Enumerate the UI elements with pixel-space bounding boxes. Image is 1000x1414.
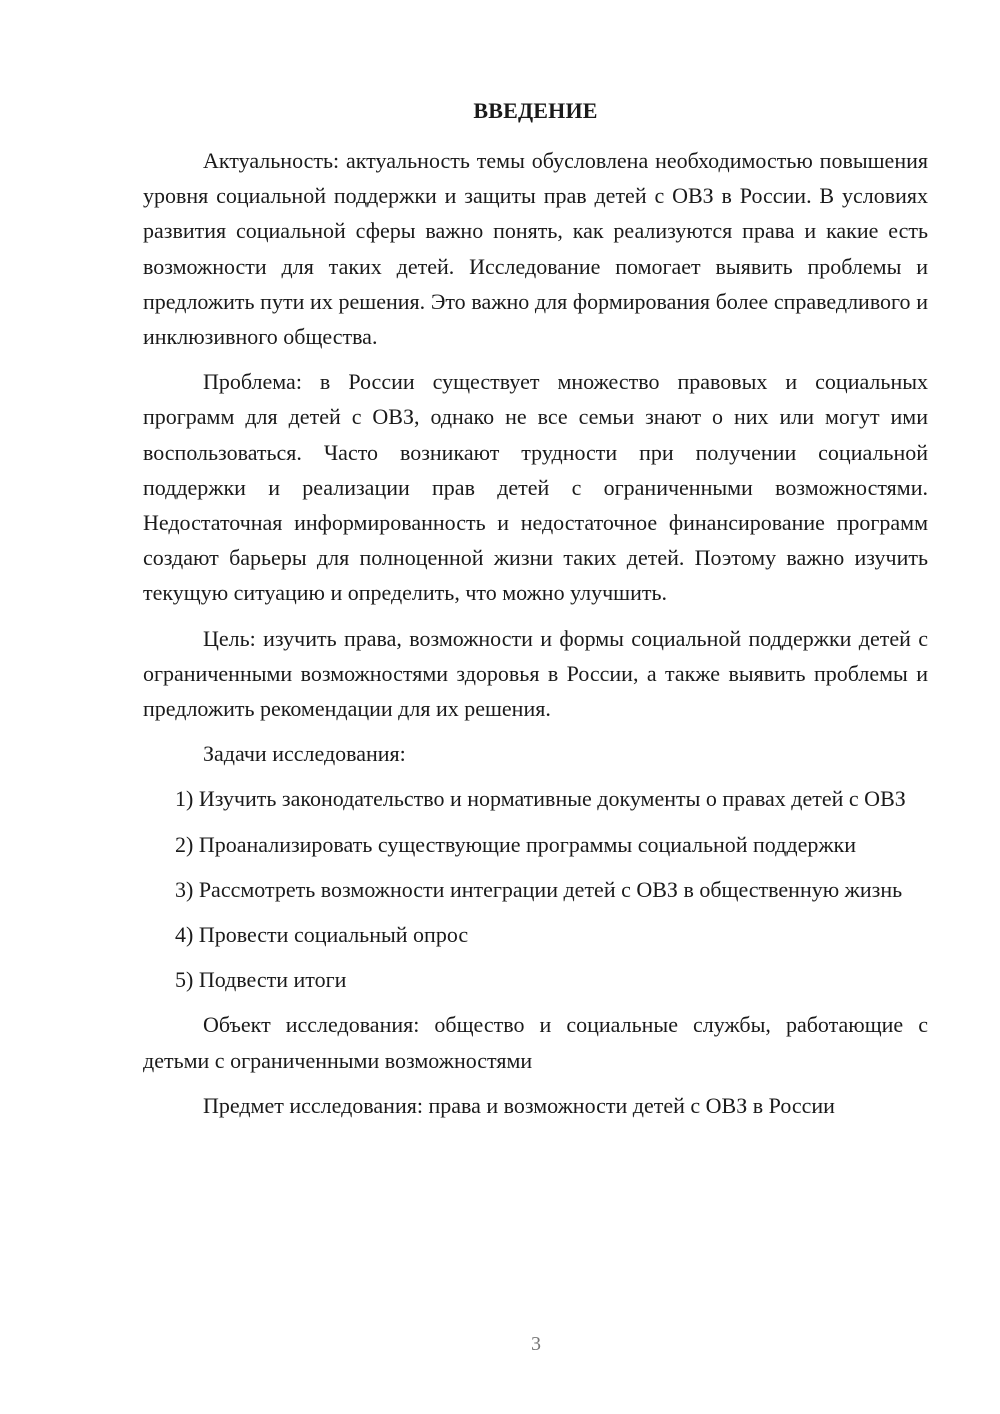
tasks-list (143, 781, 928, 997)
list-item-task-5: 5) Подвести итоги (175, 967, 347, 993)
paragraph-relevance: Актуальность: актуальность темы обусловлена необходимостью повышения уровня социальной поддержки и защиты прав детей с ОВЗ в России. В условиях развития социальной сферы важно понять, как реализуются права и какие есть возможности для таких детей. Исследование помогает выявить проблемы и предложить пути их решения. Это важно для формирования более справедливого и инклюзивного общества. (143, 148, 928, 350)
list-item-task-4: 4) Провести социальный опрос (175, 922, 469, 948)
page-number: 3 (531, 1333, 541, 1355)
tasks-heading: Задачи исследования: (203, 741, 406, 767)
list-item-task-1: 1) Изучить законодательство и нормативные документы о правах детей с ОВЗ (175, 786, 906, 812)
paragraph-subject: Предмет исследования: права и возможности детей с ОВЗ в России (203, 1092, 835, 1118)
paragraph-problem: Проблема: в России существует множество правовых и социальных программ для детей с ОВЗ, однако не все семьи знают о них или могут ими воспользоваться. Часто возникают трудности при получении социальной поддержки и реализации прав детей с ограниченными возможностями. Недостаточная информированность и недостаточное финансирование программ создают барьеры для полноценной жизни таких детей. Поэтому важно изучить текущую ситуацию и определить, что можно улучшить. (143, 369, 928, 606)
list-item-task-3: 3) Рассмотреть возможности интеграции детей с ОВЗ в общественную жизнь (175, 876, 903, 902)
paragraph-object: Объект исследования: общество и социальные службы, работающие с детьми с ограниченными возможностями (143, 1012, 928, 1073)
list-item-task-2: 2) Проанализировать существующие программы социальной поддержки (175, 831, 856, 857)
document-page (143, 96, 928, 1133)
page-title: ВВЕДЕНИЕ (473, 98, 598, 123)
paragraph-goal: Цель: изучить права, возможности и формы социальной поддержки детей с ограниченными возможностями здоровья в России, а также выявить проблемы и предложить рекомендации для их решения. (143, 625, 928, 722)
